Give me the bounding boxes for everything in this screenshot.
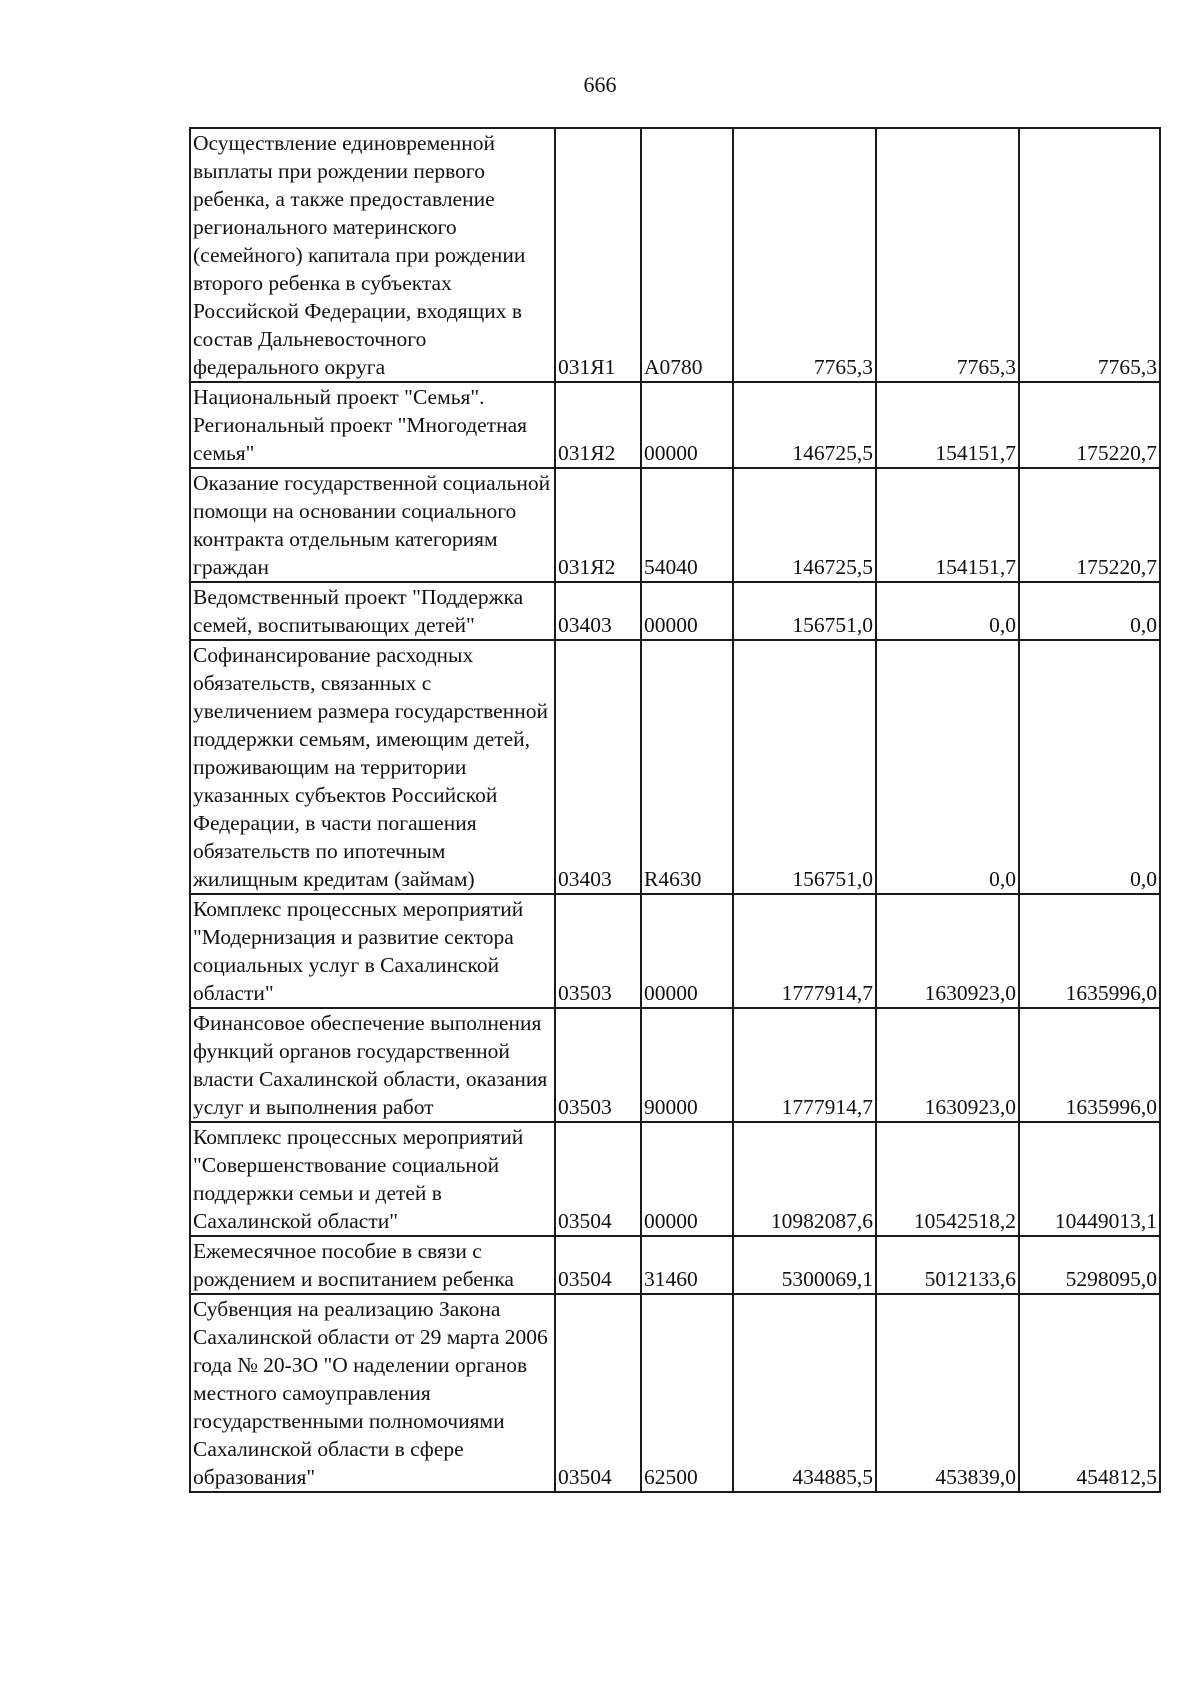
row-expense-direction-code: 00000 bbox=[641, 1122, 733, 1236]
row-expense-direction-code: 00000 bbox=[641, 382, 733, 468]
row-expense-direction-code: 90000 bbox=[641, 1008, 733, 1122]
row-target-article-code: 03504 bbox=[555, 1294, 641, 1492]
table-row bbox=[190, 382, 1160, 468]
row-amount-3: 7765,3 bbox=[1019, 128, 1160, 382]
budget-table bbox=[189, 127, 1161, 1493]
row-expense-direction-code: 00000 bbox=[641, 894, 733, 1008]
table-row bbox=[190, 1008, 1160, 1122]
row-name: Комплекс процессных мероприятий "Модернизация и развитие сектора социальных услуг в Сахалинской области" bbox=[190, 894, 555, 1008]
table-row bbox=[190, 582, 1160, 640]
row-amount-1: 5300069,1 bbox=[733, 1236, 876, 1294]
table-row bbox=[190, 1294, 1160, 1492]
row-amount-3: 1635996,0 bbox=[1019, 1008, 1160, 1122]
row-amount-2: 0,0 bbox=[876, 582, 1019, 640]
row-name: Оказание государственной социальной помощи на основании социального контракта отдельным категориям граждан bbox=[190, 468, 555, 582]
row-name: Комплекс процессных мероприятий "Совершенствование социальной поддержки семьи и детей в Сахалинской области" bbox=[190, 1122, 555, 1236]
row-amount-1: 156751,0 bbox=[733, 582, 876, 640]
row-amount-3: 0,0 bbox=[1019, 640, 1160, 894]
row-amount-1: 434885,5 bbox=[733, 1294, 876, 1492]
table-row bbox=[190, 894, 1160, 1008]
row-expense-direction-code: А0780 bbox=[641, 128, 733, 382]
row-amount-1: 7765,3 bbox=[733, 128, 876, 382]
row-amount-2: 7765,3 bbox=[876, 128, 1019, 382]
row-expense-direction-code: 54040 bbox=[641, 468, 733, 582]
row-target-article-code: 03503 bbox=[555, 894, 641, 1008]
row-amount-2: 0,0 bbox=[876, 640, 1019, 894]
row-amount-1: 1777914,7 bbox=[733, 1008, 876, 1122]
row-amount-2: 1630923,0 bbox=[876, 1008, 1019, 1122]
row-name: Ежемесячное пособие в связи с рождением и воспитанием ребенка bbox=[190, 1236, 555, 1294]
row-amount-3: 1635996,0 bbox=[1019, 894, 1160, 1008]
row-amount-3: 175220,7 bbox=[1019, 382, 1160, 468]
row-amount-1: 146725,5 bbox=[733, 468, 876, 582]
row-amount-1: 146725,5 bbox=[733, 382, 876, 468]
row-target-article-code: 031Я2 bbox=[555, 382, 641, 468]
row-amount-2: 453839,0 bbox=[876, 1294, 1019, 1492]
row-expense-direction-code: 00000 bbox=[641, 582, 733, 640]
table-row bbox=[190, 1122, 1160, 1236]
row-amount-3: 10449013,1 bbox=[1019, 1122, 1160, 1236]
row-name: Субвенция на реализацию Закона Сахалинской области от 29 марта 2006 года № 20-ЗО "О наделении органов местного самоуправления государственными полномочиями Сахалинской области в сфере образования" bbox=[190, 1294, 555, 1492]
row-name: Софинансирование расходных обязательств, связанных с увеличением размера государственной поддержки семьям, имеющим детей, проживающим на территории указанных субъектов Российской Федерации, в части погашения обязательств по ипотечным жилищным кредитам (займам) bbox=[190, 640, 555, 894]
row-expense-direction-code: 62500 bbox=[641, 1294, 733, 1492]
row-amount-1: 156751,0 bbox=[733, 640, 876, 894]
row-expense-direction-code: R4630 bbox=[641, 640, 733, 894]
row-amount-1: 1777914,7 bbox=[733, 894, 876, 1008]
row-amount-2: 154151,7 bbox=[876, 468, 1019, 582]
row-amount-1: 10982087,6 bbox=[733, 1122, 876, 1236]
row-target-article-code: 031Я2 bbox=[555, 468, 641, 582]
page-number: 666 bbox=[583, 72, 617, 97]
table-row bbox=[190, 128, 1160, 382]
row-amount-3: 175220,7 bbox=[1019, 468, 1160, 582]
row-amount-2: 1630923,0 bbox=[876, 894, 1019, 1008]
row-name: Национальный проект "Семья". Региональный проект "Многодетная семья" bbox=[190, 382, 555, 468]
table-row bbox=[190, 1236, 1160, 1294]
row-amount-2: 154151,7 bbox=[876, 382, 1019, 468]
row-name: Осуществление единовременной выплаты при рождении первого ребенка, а также предоставление регионального материнского (семейного) капитала при рождении второго ребенка в субъектах Российской Федерации, входящих в состав Дальневосточного федерального округа bbox=[190, 128, 555, 382]
row-amount-2: 5012133,6 bbox=[876, 1236, 1019, 1294]
row-name: Ведомственный проект "Поддержка семей, воспитывающих детей" bbox=[190, 582, 555, 640]
row-target-article-code: 03503 bbox=[555, 1008, 641, 1122]
table-row bbox=[190, 640, 1160, 894]
row-amount-3: 0,0 bbox=[1019, 582, 1160, 640]
row-expense-direction-code: 31460 bbox=[641, 1236, 733, 1294]
table-row bbox=[190, 468, 1160, 582]
row-target-article-code: 03504 bbox=[555, 1236, 641, 1294]
row-amount-3: 5298095,0 bbox=[1019, 1236, 1160, 1294]
row-target-article-code: 031Я1 bbox=[555, 128, 641, 382]
row-target-article-code: 03403 bbox=[555, 582, 641, 640]
row-name: Финансовое обеспечение выполнения функций органов государственной власти Сахалинской области, оказания услуг и выполнения работ bbox=[190, 1008, 555, 1122]
row-amount-2: 10542518,2 bbox=[876, 1122, 1019, 1236]
row-target-article-code: 03504 bbox=[555, 1122, 641, 1236]
row-target-article-code: 03403 bbox=[555, 640, 641, 894]
row-amount-3: 454812,5 bbox=[1019, 1294, 1160, 1492]
